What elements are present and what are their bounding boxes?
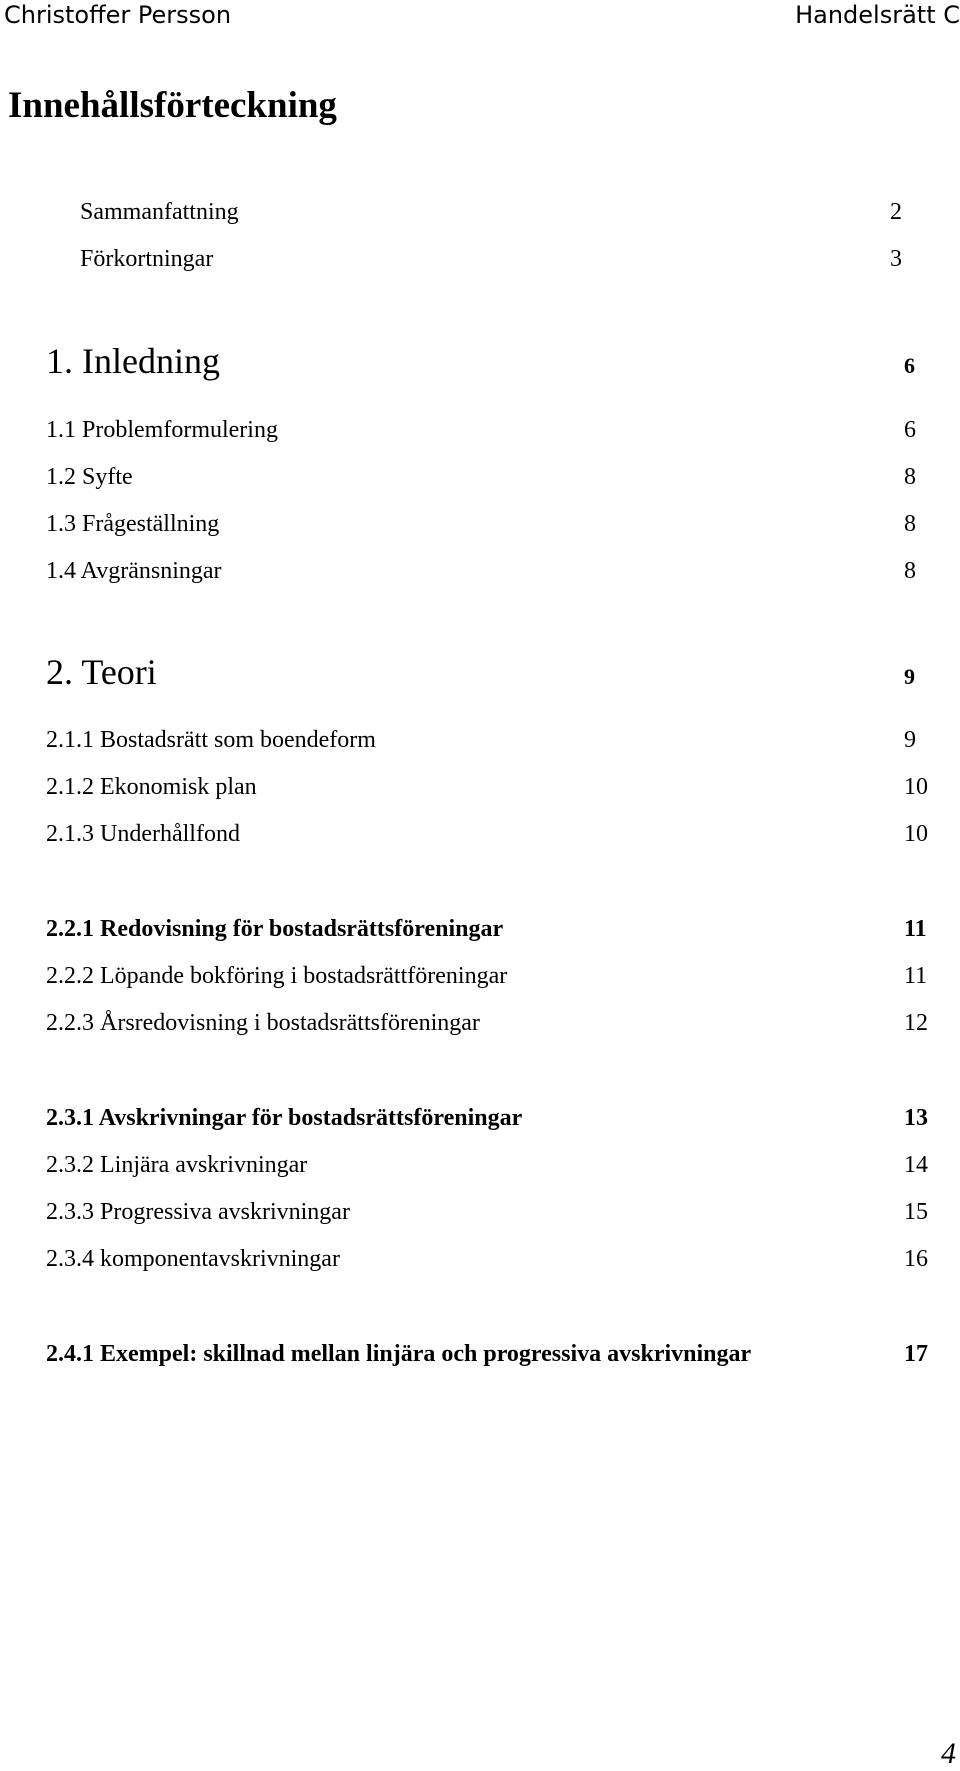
toc-entry-page: 10 — [904, 774, 928, 800]
toc-entry-2-3-3 — [46, 1197, 940, 1227]
toc-entry-label: 2.2.3 Årsredovisning i bostadsrättsföreningar — [46, 1010, 480, 1036]
toc-chapter-inledning — [46, 339, 940, 388]
toc-entry-page: 6 — [904, 417, 916, 443]
toc-entry-page: 17 — [904, 1341, 928, 1367]
toc-entry-label: 2.3.1 Avskrivningar för bostadsrättsföreningar — [46, 1105, 523, 1131]
toc-entry-page: 6 — [904, 353, 915, 378]
toc-entry-page: 3 — [890, 246, 902, 272]
toc-entry-1-3 — [46, 509, 940, 539]
toc-entry-label: 1.4 Avgränsningar — [46, 558, 222, 584]
toc-entry-label: 2.3.4 komponentavskrivningar — [46, 1246, 340, 1272]
toc-entry-1-4 — [46, 556, 940, 586]
toc-entry-label: 2. Teori — [46, 652, 157, 692]
toc-entry-page: 12 — [904, 1010, 928, 1036]
toc-entry-2-1-2 — [46, 772, 940, 802]
toc-entry-2-3-2 — [46, 1150, 940, 1180]
toc-entry-page: 8 — [904, 464, 916, 490]
toc-title: Innehållsförteckning — [8, 85, 337, 126]
toc-entry-2-1-3 — [46, 819, 940, 849]
toc-entry-forkortningar — [80, 244, 926, 274]
toc-entry-2-4-1 — [46, 1339, 940, 1369]
toc-entry-label: 1.1 Problemformulering — [46, 417, 278, 443]
toc-entry-2-2-1 — [46, 914, 940, 944]
toc-entry-label: 1. Inledning — [46, 341, 220, 381]
toc-entry-label: Förkortningar — [80, 246, 214, 272]
toc-entry-label: 1.3 Frågeställning — [46, 511, 220, 537]
toc-entry-page: 9 — [904, 664, 915, 689]
toc-entry-2-2-2 — [46, 961, 940, 991]
toc-entry-label: 2.1.3 Underhållfond — [46, 821, 240, 847]
toc-entry-page: 10 — [904, 821, 928, 847]
toc-entry-label: 2.1.2 Ekonomisk plan — [46, 774, 257, 800]
toc-entry-page: 8 — [904, 511, 916, 537]
toc-entry-page: 16 — [904, 1246, 928, 1272]
toc-entry-2-2-3 — [46, 1008, 940, 1038]
toc-entry-label: 2.4.1 Exempel: skillnad mellan linjära och progressiva avskrivningar — [46, 1341, 752, 1367]
page-number: 4 — [941, 1737, 956, 1770]
toc-entry-label: 2.3.3 Progressiva avskrivningar — [46, 1199, 350, 1225]
toc-entry-2-3-4 — [46, 1244, 940, 1274]
toc-entry-page: 2 — [890, 199, 902, 225]
toc-entry-1-2 — [46, 462, 940, 492]
toc-entry-page: 15 — [904, 1199, 928, 1225]
toc-entry-2-1-1 — [46, 725, 940, 755]
toc-entry-label: 2.1.1 Bostadsrätt som boendeform — [46, 727, 376, 753]
toc-entry-label: 2.2.2 Löpande bokföring i bostadsrättföreningar — [46, 963, 508, 989]
toc-entry-label: 2.2.1 Redovisning för bostadsrättsföreningar — [46, 916, 504, 942]
toc-entry-page: 11 — [904, 916, 927, 942]
toc-entry-page: 13 — [904, 1105, 928, 1131]
toc-entry-1-1 — [46, 415, 940, 445]
toc-entry-2-3-1 — [46, 1103, 940, 1133]
header-course: Handelsrätt C — [795, 1, 960, 29]
toc-entry-label: 2.3.2 Linjära avskrivningar — [46, 1152, 308, 1178]
toc-entry-page: 14 — [904, 1152, 928, 1178]
toc-entry-page: 8 — [904, 558, 916, 584]
toc-chapter-teori — [46, 650, 940, 699]
toc-entry-page: 11 — [904, 963, 928, 989]
toc-entry-label: 1.2 Syfte — [46, 464, 133, 490]
toc-entry-label: Sammanfattning — [80, 199, 239, 225]
toc-entry-page: 9 — [904, 727, 916, 753]
toc-entry-sammanfattning — [80, 197, 926, 227]
header-author: Christoffer Persson — [4, 1, 232, 29]
